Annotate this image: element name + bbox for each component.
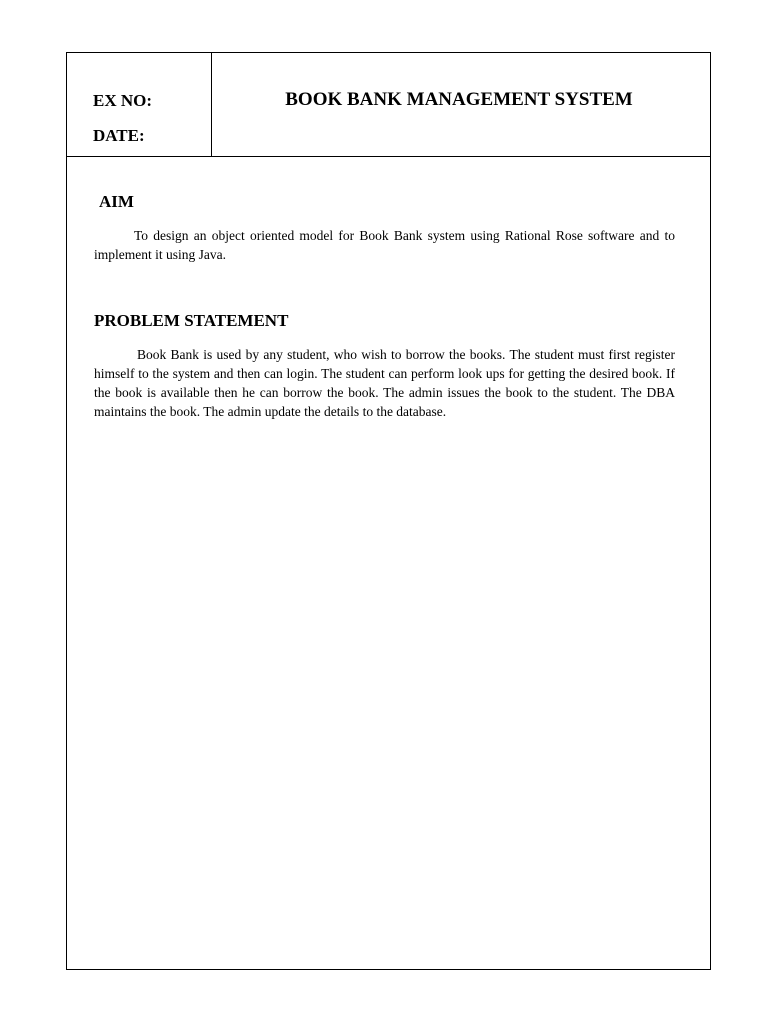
ex-no-label: EX NO: — [93, 91, 153, 110]
document-title: BOOK BANK MANAGEMENT SYSTEM — [285, 89, 633, 110]
date-label: DATE: — [93, 126, 145, 145]
document-page — [66, 52, 711, 970]
aim-text: To design an object oriented model for Book Bank system using Rational Rose software and to implement it using Java. — [94, 228, 675, 262]
aim-heading: AIM — [99, 192, 134, 211]
header-table — [67, 53, 710, 157]
aim-paragraph — [94, 226, 675, 264]
header-left-cell — [67, 53, 212, 156]
problem-statement-heading: PROBLEM STATEMENT — [94, 311, 289, 330]
problem-statement-text: Book Bank is used by any student, who wish to borrow the books. The student must first register himself to the system and then can login. The student can perform look ups for getting the desired book. If the book is available then he can borrow the book. The admin issues the book to the student. The DBA maintains the book. The admin update the details to the database. — [94, 347, 675, 419]
problem-statement-paragraph — [94, 345, 675, 421]
